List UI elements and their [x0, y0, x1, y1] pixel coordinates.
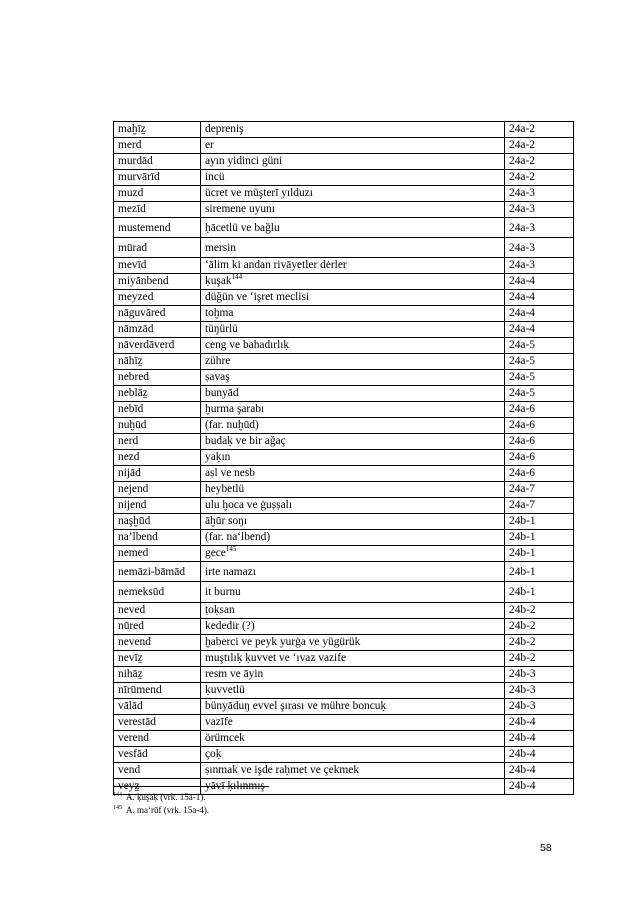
meaning-text: bunyād [205, 387, 239, 399]
word-cell: nūred [114, 619, 201, 635]
ref-cell: 24a-6 [505, 402, 574, 418]
ref-cell: 24b-2 [505, 603, 574, 619]
table-row [114, 218, 574, 238]
ref-cell: 24b-4 [505, 715, 574, 731]
table-row [114, 582, 574, 603]
word-cell: nezd [114, 450, 201, 466]
table-row [114, 747, 574, 763]
ref-cell: 24a-4 [505, 274, 574, 290]
table-row [114, 258, 574, 274]
meaning-text: (far. nuḫūd) [205, 419, 259, 431]
ref-cell: 24b-2 [505, 651, 574, 667]
word-cell: nāverdāverd [114, 338, 201, 354]
ref-cell: 24a-3 [505, 218, 574, 238]
word-cell: verestād [114, 715, 201, 731]
ref-cell: 24a-5 [505, 338, 574, 354]
meaning-cell [201, 138, 505, 154]
ref-cell: 24a-5 [505, 354, 574, 370]
table-row [114, 418, 574, 434]
table-row [114, 514, 574, 530]
ref-cell: 24a-5 [505, 386, 574, 402]
meaning-text: ḳuvvetlü [205, 684, 245, 696]
ref-cell: 24a-7 [505, 482, 574, 498]
meaning-text: zühre [205, 355, 231, 367]
meaning-cell [201, 619, 505, 635]
footnote [113, 791, 209, 804]
word-cell: miyānbend [114, 274, 201, 290]
meaning-text: çoḳ [205, 748, 222, 760]
ref-cell: 24a-6 [505, 450, 574, 466]
table-row [114, 122, 574, 138]
meaning-cell [201, 731, 505, 747]
word-cell: nijād [114, 466, 201, 482]
meaning-text: bünyāduŋ evvel şırası ve mühre boncuḳ [205, 700, 387, 712]
ref-cell: 24a-6 [505, 434, 574, 450]
table-row [114, 603, 574, 619]
word-cell: nīrūmend [114, 683, 201, 699]
table-row [114, 619, 574, 635]
ref-cell: 24a-4 [505, 322, 574, 338]
meaning-cell [201, 683, 505, 699]
meaning-cell [201, 338, 505, 354]
meaning-cell [201, 258, 505, 274]
word-cell: mustemend [114, 218, 201, 238]
word-cell: mūrad [114, 238, 201, 258]
page-number: 58 [540, 842, 552, 854]
meaning-text: toḫma [205, 307, 234, 319]
word-cell: nevīẕ [114, 651, 201, 667]
word-cell: nebred [114, 370, 201, 386]
table-row [114, 322, 574, 338]
table-row [114, 530, 574, 546]
ref-cell: 24a-7 [505, 498, 574, 514]
ref-cell: 24b-1 [505, 582, 574, 603]
ref-cell: 24a-2 [505, 154, 574, 170]
meaning-text: ṣavaş [205, 371, 230, 383]
word-cell: nerd [114, 434, 201, 450]
meaning-text: irte namazı [205, 566, 256, 578]
meaning-cell [201, 418, 505, 434]
table-row [114, 683, 574, 699]
table-row [114, 274, 574, 290]
word-cell: naşḫūd [114, 514, 201, 530]
word-cell: veyẕ [114, 779, 201, 795]
ref-cell: 24b-1 [505, 514, 574, 530]
meaning-text: ḳuşak [205, 275, 232, 287]
table-row [114, 466, 574, 482]
meaning-cell [201, 699, 505, 715]
table-row [114, 386, 574, 402]
meaning-cell [201, 603, 505, 619]
meaning-cell [201, 290, 505, 306]
ref-cell: 24b-3 [505, 683, 574, 699]
ref-cell: 24a-4 [505, 306, 574, 322]
ref-cell: 24b-4 [505, 763, 574, 779]
word-cell: nebīd [114, 402, 201, 418]
table-row [114, 154, 574, 170]
ref-cell: 24a-3 [505, 186, 574, 202]
meaning-text: (far. na‘lbend) [205, 531, 271, 543]
word-cell: nemed [114, 546, 201, 562]
meaning-cell [201, 651, 505, 667]
meaning-text: yāvī ḳılınmış [205, 780, 265, 792]
ref-cell: 24a-2 [505, 170, 574, 186]
meaning-cell [201, 386, 505, 402]
word-cell: nijend [114, 498, 201, 514]
glossary-table [113, 121, 574, 795]
meaning-text: depreniş [205, 123, 244, 135]
meaning-text: er [205, 139, 214, 151]
meaning-cell [201, 186, 505, 202]
table-row [114, 170, 574, 186]
ref-cell: 24b-1 [505, 562, 574, 582]
meaning-text: siremene uyunı [205, 203, 275, 215]
table-row [114, 402, 574, 418]
word-cell: nevend [114, 635, 201, 651]
meaning-cell [201, 154, 505, 170]
meaning-text: ḫaberci ve peyk yurġa ve yügürük [205, 636, 361, 648]
footnote-number: 144 [113, 792, 122, 798]
ref-cell: 24b-4 [505, 779, 574, 795]
meaning-text: ‘ālim ki andan rivāyetler dėrler [205, 259, 347, 271]
ref-cell: 24a-3 [505, 238, 574, 258]
table-row [114, 434, 574, 450]
meaning-text: incü [205, 171, 225, 183]
meaning-cell [201, 498, 505, 514]
ref-cell: 24a-3 [505, 202, 574, 218]
meaning-cell [201, 170, 505, 186]
meaning-text: ayın yidinci güni [205, 155, 283, 167]
table-row [114, 186, 574, 202]
meaning-cell [201, 482, 505, 498]
word-cell: murdād [114, 154, 201, 170]
meaning-text: yaḳın [205, 451, 231, 463]
word-cell: vesfād [114, 747, 201, 763]
meaning-cell [201, 466, 505, 482]
word-cell: verend [114, 731, 201, 747]
meaning-cell [201, 122, 505, 138]
word-cell: mevīd [114, 258, 201, 274]
word-cell: nāhīẕ [114, 354, 201, 370]
ref-cell: 24b-1 [505, 546, 574, 562]
meaning-cell [201, 354, 505, 370]
ref-cell: 24b-1 [505, 530, 574, 546]
word-cell: nuḫūd [114, 418, 201, 434]
word-cell: nejend [114, 482, 201, 498]
meaning-cell [201, 546, 505, 562]
meaning-cell [201, 667, 505, 683]
meaning-cell [201, 582, 505, 603]
meaning-text: it burnu [205, 586, 241, 598]
table-row [114, 731, 574, 747]
word-cell: muzd [114, 186, 201, 202]
meaning-cell [201, 514, 505, 530]
word-cell: nemeksūd [114, 582, 201, 603]
meaning-text: mersin [205, 242, 237, 254]
meaning-text: örümcek [205, 732, 245, 744]
word-cell: merd [114, 138, 201, 154]
table-row [114, 238, 574, 258]
meaning-cell [201, 635, 505, 651]
meaning-cell [201, 562, 505, 582]
meaning-text: düğün ve ‘işret meclisi [205, 291, 310, 303]
table-row [114, 306, 574, 322]
meaning-text: ḫurma şarabı [205, 403, 265, 415]
meaning-text: resm ve āyin [205, 668, 264, 680]
meaning-cell [201, 530, 505, 546]
ref-cell: 24a-2 [505, 138, 574, 154]
meaning-text: ḥācetlü ve bağlu [205, 222, 280, 234]
ref-cell: 24a-2 [505, 122, 574, 138]
word-cell: nāguvāred [114, 306, 201, 322]
table-row [114, 635, 574, 651]
word-cell: nemāzi-bāmād [114, 562, 201, 582]
table-row [114, 651, 574, 667]
table-row [114, 202, 574, 218]
table-row [114, 354, 574, 370]
table-row [114, 546, 574, 562]
ref-cell: 24a-3 [505, 258, 574, 274]
meaning-text: budaḳ ve bir ağaç [205, 435, 286, 447]
word-cell: mezīd [114, 202, 201, 218]
table-row [114, 370, 574, 386]
meaning-text: ücret ve müşterī yılduzı [205, 187, 313, 199]
table-row [114, 667, 574, 683]
word-cell: na’lbend [114, 530, 201, 546]
word-cell: murvārīd [114, 170, 201, 186]
footnote [113, 804, 209, 817]
footnote-text: A. ḳuşāḳ (vrk. 15a-1). [126, 792, 206, 802]
meaning-text: ulu ḫoca ve ġuṣṣalı [205, 499, 292, 511]
word-cell: nihāẕ [114, 667, 201, 683]
meaning-text: aṣl ve nesb [205, 467, 255, 479]
word-cell: meyzed [114, 290, 201, 306]
ref-cell: 24a-4 [505, 290, 574, 306]
meaning-cell [201, 715, 505, 731]
meaning-cell [201, 322, 505, 338]
meaning-cell [201, 202, 505, 218]
table-row [114, 498, 574, 514]
glossary-table-body [114, 122, 574, 795]
meaning-cell [201, 274, 505, 290]
meaning-text: ṭoḳsan [205, 604, 235, 616]
table-row [114, 699, 574, 715]
word-cell: neblāẕ [114, 386, 201, 402]
meaning-cell [201, 450, 505, 466]
word-cell: nāmzād [114, 322, 201, 338]
meaning-cell [201, 238, 505, 258]
footnote-number: 145 [113, 805, 122, 811]
meaning-text: ceng ve bahadırlıḳ [205, 339, 290, 351]
meaning-text: heybetlü [205, 483, 245, 495]
table-row [114, 290, 574, 306]
ref-cell: 24b-4 [505, 731, 574, 747]
ref-cell: 24b-3 [505, 699, 574, 715]
table-row [114, 450, 574, 466]
table-row [114, 338, 574, 354]
footnote-ref[interactable]: 145 [225, 545, 237, 554]
word-cell: vālād [114, 699, 201, 715]
table-row [114, 138, 574, 154]
ref-cell: 24b-3 [505, 667, 574, 683]
meaning-text: muştılıḳ ḳuvvet ve ‘ıvaz vazife [205, 652, 347, 664]
meaning-text: kededir (?) [205, 620, 255, 632]
ref-cell: 24a-6 [505, 466, 574, 482]
meaning-text: āḫūr soŋı [205, 515, 248, 527]
word-cell: maḫīẕ [114, 122, 201, 138]
table-row [114, 562, 574, 582]
word-cell: neved [114, 603, 201, 619]
meaning-cell [201, 747, 505, 763]
meaning-text: vazīfe [205, 716, 233, 728]
meaning-cell [201, 402, 505, 418]
meaning-text: tüŋürlü [205, 323, 238, 335]
word-cell: vend [114, 763, 201, 779]
footnote-text: A. ma‘rūf (vrk. 15a-4). [126, 805, 209, 815]
meaning-cell [201, 370, 505, 386]
footnote-separator [113, 786, 269, 787]
meaning-cell [201, 218, 505, 238]
meaning-cell [201, 763, 505, 779]
meaning-text: gece [205, 547, 226, 559]
footnotes [113, 791, 209, 817]
ref-cell: 24b-2 [505, 635, 574, 651]
table-row [114, 482, 574, 498]
meaning-cell [201, 434, 505, 450]
table-row [114, 763, 574, 779]
table-row [114, 715, 574, 731]
meaning-text: ṣınmak ve işde raḥmet ve çekmek [205, 764, 360, 776]
ref-cell: 24b-2 [505, 619, 574, 635]
meaning-cell [201, 306, 505, 322]
footnote-ref[interactable]: 144 [231, 273, 243, 282]
ref-cell: 24a-5 [505, 370, 574, 386]
ref-cell: 24a-6 [505, 418, 574, 434]
ref-cell: 24b-4 [505, 747, 574, 763]
